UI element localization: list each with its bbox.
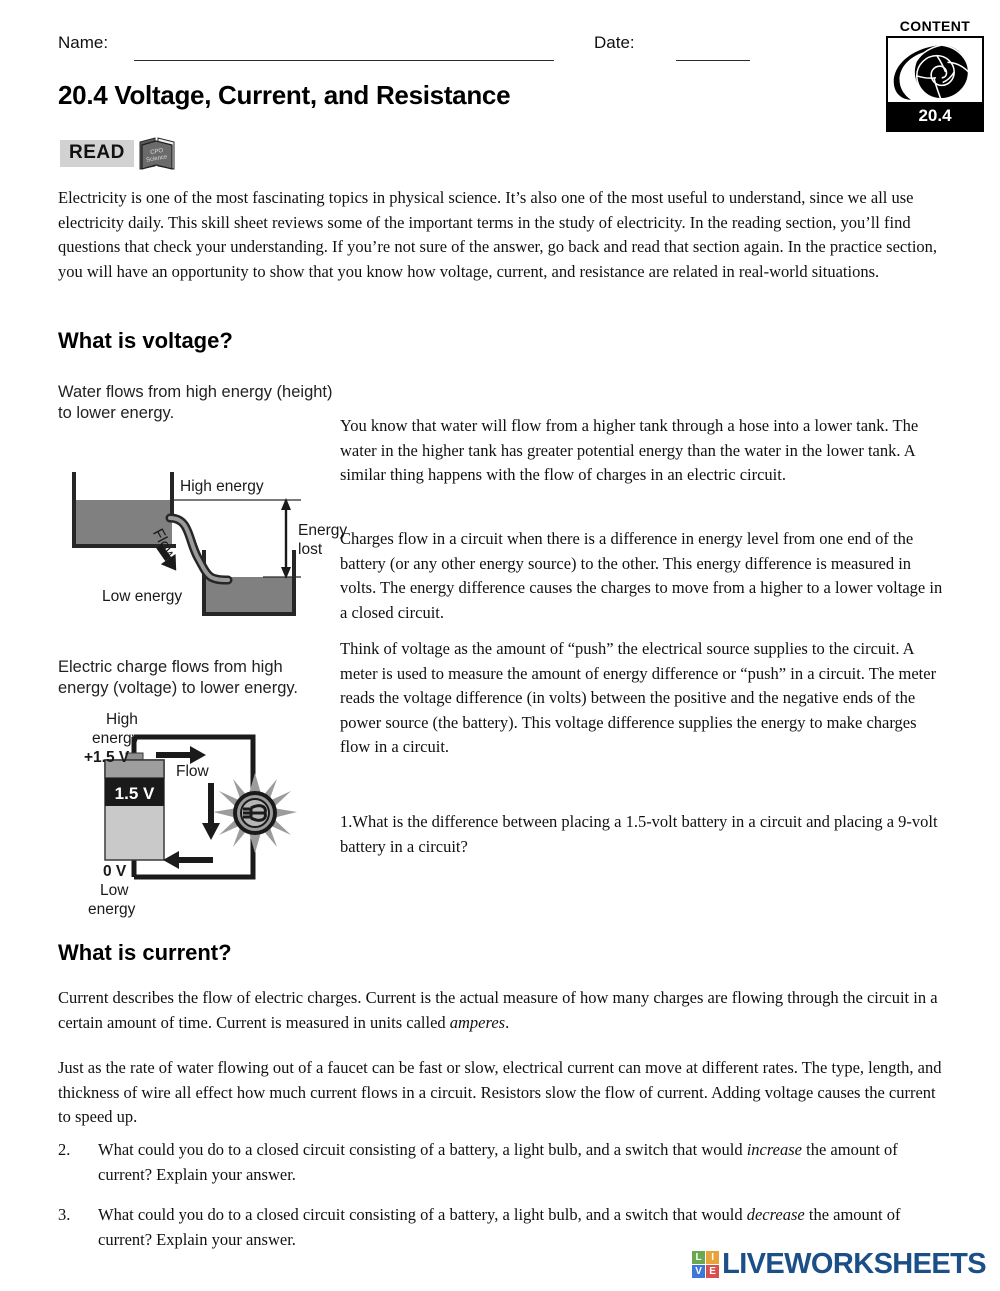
read-label: READ: [60, 140, 134, 167]
logo-square-i: I: [706, 1251, 719, 1264]
question-2-text-a: What could you do to a closed circuit consisting of a battery, a light bulb, and a switch that would: [98, 1140, 747, 1159]
liveworksheets-logo-squares: [692, 1251, 719, 1278]
page-title: 20.4 Voltage, Current, and Resistance: [58, 80, 511, 110]
water-tank-figure: [58, 430, 348, 625]
liveworksheets-logo[interactable]: [692, 1247, 986, 1281]
name-input-line[interactable]: [134, 60, 554, 61]
voltage-paragraph-1: You know that water will flow from a higher tank through a hose into a lower tank. The water in the higher tank has greater potential energy than the water in the lower tank. A similar thing happens with the flow of charges in an electric circuit.: [340, 416, 919, 484]
read-badge: [60, 136, 178, 170]
intro-paragraph: Electricity is one of the most fascinating topics in physical science. It’s also one of the most useful to understand, since we all use electricity daily. This skill sheet reviews some of the important terms in the study of electricity. In the reading section, you’ll find questions that check your understanding. If you’re not sure of the answer, go back and read that section again. In the practice section, you will have an opportunity to show that you know how voltage, current, and resistance are related in real-world situations.: [58, 188, 938, 281]
svg-text:Science: Science: [145, 154, 168, 164]
content-logo-number: 20.4: [888, 102, 982, 130]
label-energy-lost-1: Energy: [298, 522, 348, 539]
question-2-text-b: the amount of current? Explain your answer.: [98, 1140, 898, 1184]
water-figure-caption: Water flows from high energy (height) to lower energy.: [58, 383, 333, 422]
label-high-2: energy: [92, 730, 140, 747]
book-icon: [136, 136, 178, 170]
liveworksheets-wordmark: LIVEWORKSHEETS: [722, 1248, 986, 1280]
current-p1-a: Current describes the flow of electric charges. Current is the actual measure of how many charges are flowing through the circuit in a certain amount of time. Current is measured in units called: [58, 988, 938, 1032]
svg-text:CPO: CPO: [149, 147, 164, 157]
question-2: [58, 1138, 944, 1187]
voltage-paragraph-2: Charges flow in a circuit when there is a difference in energy level from one end of the battery (or any other energy source) to the other. This energy difference is measured in volts. The energy difference causes the charges to move from a higher to a lower voltage in a closed circuit.: [340, 529, 943, 622]
question-3-emphasis: decrease: [746, 1205, 805, 1224]
date-label: Date:: [594, 33, 635, 52]
water-tank-diagram: [58, 430, 333, 625]
voltage-paragraph-3: Think of voltage as the amount of “push” the electrical source supplies to the circuit. A meter is used to measure the amount of energy difference or “push” in a circuit. The meter reads the voltage difference (in volts) between the positive and the negative ends of the power source (the battery). This voltage difference supplies the energy to make charges flow in a circuit.: [340, 639, 937, 756]
logo-square-l: L: [692, 1251, 705, 1264]
content-logo-box: [886, 36, 984, 132]
question-3: [58, 1203, 944, 1252]
question-3-text-a: What could you do to a closed circuit consisting of a battery, a light bulb, and a switch that would: [98, 1205, 747, 1224]
current-paragraph-2: Just as the rate of water flowing out of a faucet can be fast or slow, electrical current can move at different rates. The type, length, and thickness of wire all effect how much current flows in a circuit. Resistors slow the flow of current. Adding voltage causes the current to speed up.: [58, 1058, 942, 1126]
label-low-energy: Low energy: [102, 588, 183, 605]
svg-text:1.5 V: 1.5 V: [114, 784, 155, 803]
label-energy-lost-2: lost: [298, 541, 323, 558]
voltage-question-1: 1.What is the difference between placing a 1.5-volt battery in a circuit and placing a 9-volt battery in a circuit?: [340, 812, 938, 856]
circuit-figure: [58, 705, 333, 920]
section-heading-voltage: What is voltage?: [58, 328, 233, 353]
label-high-volts: +1.5 V: [84, 749, 130, 766]
logo-square-v: V: [692, 1265, 705, 1278]
current-p1-emphasis: amperes: [449, 1012, 506, 1032]
label-high-1: High: [106, 711, 138, 728]
label-low-volts: 0 V: [103, 863, 127, 880]
circuit-figure-wrap: [58, 657, 333, 920]
label-high-energy: High energy: [180, 478, 264, 495]
label-flow-circuit: Flow: [176, 763, 209, 780]
question-2-emphasis: increase: [746, 1140, 802, 1159]
figure-column: [58, 382, 348, 920]
question-3-number: 3.: [58, 1205, 71, 1224]
label-flow-water: Flow: [148, 526, 180, 563]
circuit-figure-caption: Electric charge flows from high energy (voltage) to lower energy.: [58, 658, 298, 697]
name-date-row: [58, 30, 758, 64]
date-input-line[interactable]: [676, 60, 750, 61]
content-logo-title: CONTENT: [899, 18, 971, 34]
logo-square-e: E: [706, 1265, 719, 1278]
name-label: Name:: [58, 33, 109, 52]
question-2-number: 2.: [58, 1140, 71, 1159]
current-p1-b: .: [505, 1012, 510, 1032]
content-logo: [886, 18, 984, 132]
section-heading-current: What is current?: [58, 940, 232, 965]
question-3-text-b: the amount of current? Explain your answer.: [98, 1205, 901, 1249]
current-paragraph-1: [58, 986, 944, 1035]
label-low-2: energy: [88, 901, 136, 918]
nautilus-shell-icon: [888, 38, 982, 104]
label-low-1: Low: [100, 882, 129, 899]
